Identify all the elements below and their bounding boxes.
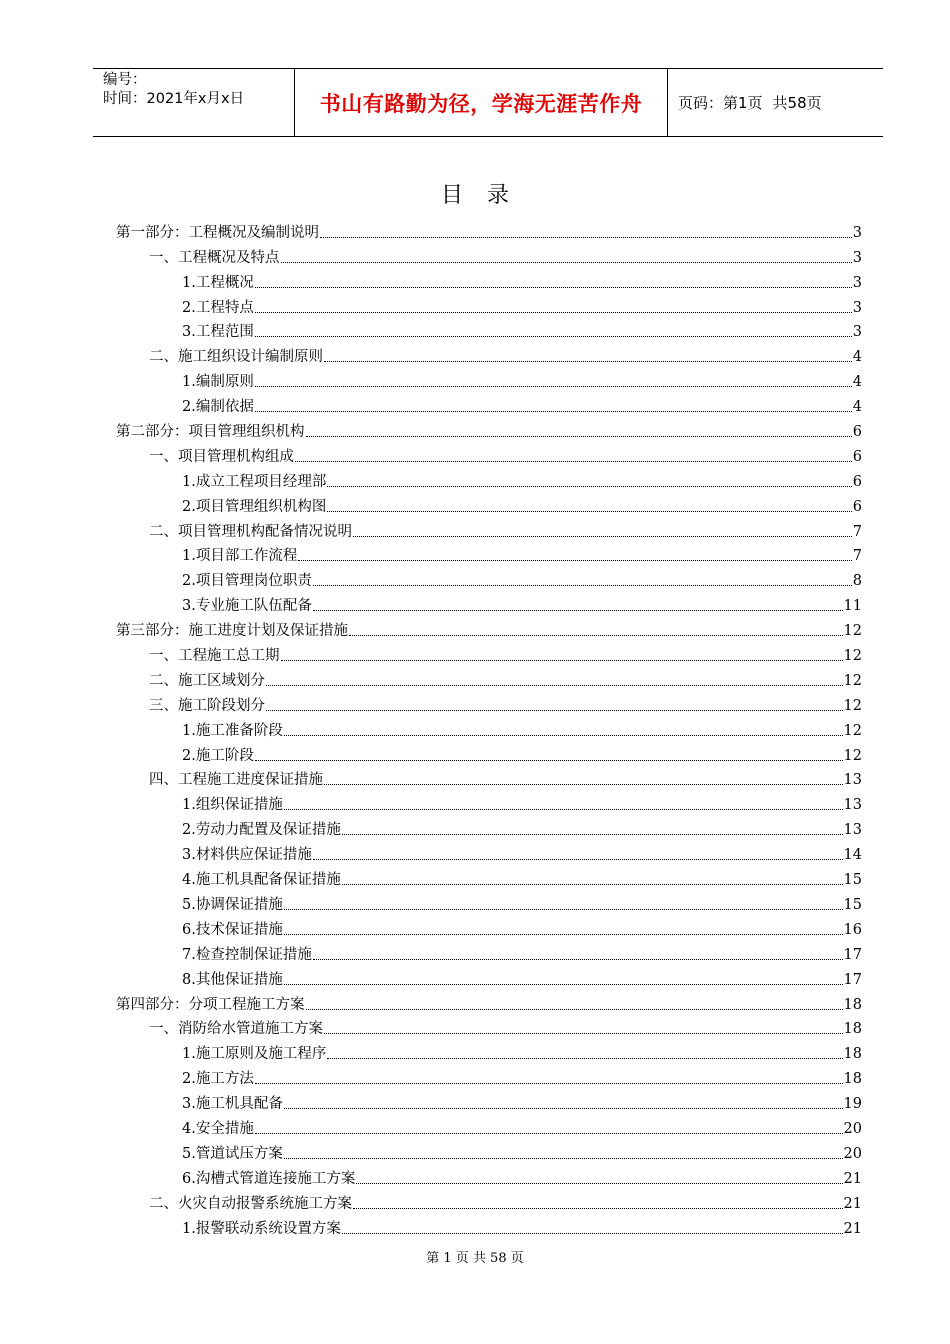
toc-page-number: 4 [852, 399, 862, 416]
toc-dot-leader [255, 1083, 843, 1084]
toc-page-number: 6 [852, 473, 862, 490]
toc-dot-leader [353, 1208, 843, 1209]
toc-entry[interactable] [116, 492, 862, 517]
toc-dot-leader [284, 809, 843, 810]
toc-page-number: 18 [843, 1021, 862, 1038]
toc-entry-title: 1.编制原则 [182, 374, 254, 391]
toc-entry-title: 1.报警联动系统设置方案 [182, 1220, 341, 1237]
toc-dot-leader [327, 1058, 842, 1059]
toc-dot-leader [306, 436, 852, 437]
toc-dot-leader [295, 461, 852, 462]
toc-entry[interactable] [116, 716, 862, 741]
toc-entry-title: 第一部分：工程概况及编制说明 [116, 224, 319, 241]
toc-entry[interactable] [116, 691, 862, 716]
toc-entry-title: 一、项目管理机构组成 [149, 448, 294, 465]
toc-page-number: 3 [852, 324, 862, 341]
toc-page-number: 6 [852, 498, 862, 515]
toc-entry[interactable] [116, 1015, 862, 1040]
toc-dot-leader [255, 336, 852, 337]
toc-page-number: 13 [843, 772, 862, 789]
toc-entry[interactable] [116, 342, 862, 367]
toc-entry-title: 2.施工方法 [182, 1071, 254, 1088]
toc-dot-leader [313, 610, 843, 611]
toc-page-number: 8 [852, 573, 862, 590]
toc-entry[interactable] [116, 1139, 862, 1164]
toc-entry[interactable] [116, 467, 862, 492]
toc-page-number: 13 [843, 822, 862, 839]
toc-page-number: 3 [852, 299, 862, 316]
toc-entry-title: 8.其他保证措施 [182, 971, 283, 988]
toc-page-number: 7 [852, 523, 862, 540]
toc-entry[interactable] [116, 1189, 862, 1214]
toc-entry[interactable] [116, 542, 862, 567]
toc-entry[interactable] [116, 591, 862, 616]
header-motto: 书山有路勤为径，学海无涯苦作舟 [295, 69, 668, 136]
toc-entry[interactable] [116, 865, 862, 890]
toc-entry[interactable] [116, 517, 862, 542]
header-meta-cell [93, 69, 295, 136]
toc-entry-title: 2.劳动力配置及保证措施 [182, 822, 341, 839]
toc-page-number: 12 [843, 648, 862, 665]
toc-dot-leader [284, 984, 843, 985]
toc-entry[interactable] [116, 940, 862, 965]
toc-entry-title: 3.工程范围 [182, 324, 254, 341]
toc-page-number: 12 [843, 697, 862, 714]
toc-dot-leader [320, 237, 852, 238]
toc-entry[interactable] [116, 741, 862, 766]
toc-page-number: 15 [843, 896, 862, 913]
toc-entry[interactable] [116, 915, 862, 940]
toc-entry-title: 二、火灾自动报警系统施工方案 [149, 1195, 352, 1212]
toc-page-number: 6 [852, 424, 862, 441]
toc-dot-leader [281, 660, 843, 661]
toc-dot-leader [342, 884, 843, 885]
header-page-label: 页码：第1页 [678, 94, 763, 112]
toc-page-number: 12 [843, 672, 862, 689]
toc-dot-leader [313, 959, 843, 960]
toc-entry-title: 第三部分：施工进度计划及保证措施 [116, 623, 348, 640]
toc-entry-title: 第二部分：项目管理组织机构 [116, 424, 305, 441]
toc-entry[interactable] [116, 566, 862, 591]
toc-page-number: 11 [843, 598, 862, 615]
toc-entry-title: 4.安全措施 [182, 1120, 254, 1137]
toc-dot-leader [313, 585, 852, 586]
toc-entry-title: 5.协调保证措施 [182, 896, 283, 913]
toc-dot-leader [306, 1009, 843, 1010]
toc-entry[interactable] [116, 840, 862, 865]
header-page-cell [668, 69, 883, 136]
toc-dot-leader [284, 735, 843, 736]
toc-page-number: 18 [843, 996, 862, 1013]
toc-entry-title: 2.工程特点 [182, 299, 254, 316]
toc-page-number: 21 [843, 1220, 862, 1237]
toc-entry[interactable] [116, 243, 862, 268]
toc-dot-leader [342, 834, 843, 835]
toc-entry-title: 四、工程施工进度保证措施 [149, 772, 323, 789]
toc-entry-title: 5.管道试压方案 [182, 1145, 283, 1162]
page-footer: 第 1 页 共 58 页 [426, 1251, 524, 1266]
toc-dot-leader [284, 1158, 843, 1159]
toc-entry-title: 3.施工机具配备 [182, 1096, 283, 1113]
toc-entry[interactable] [116, 641, 862, 666]
header-total-label: 共58页 [772, 94, 822, 112]
toc-entry-title: 二、施工组织设计编制原则 [149, 349, 323, 366]
toc-entry-title: 1.施工原则及施工程序 [182, 1046, 327, 1063]
toc-entry-title: 1.施工准备阶段 [182, 722, 283, 739]
toc-entry-title: 一、工程施工总工期 [149, 648, 280, 665]
toc-dot-leader [255, 312, 852, 313]
toc-page-number: 4 [852, 374, 862, 391]
toc-page-number: 19 [843, 1096, 862, 1113]
toc-dot-leader [342, 1233, 843, 1234]
toc-entry-title: 第四部分：分项工程施工方案 [116, 996, 305, 1013]
table-of-contents [116, 218, 862, 1239]
toc-entry[interactable] [116, 1039, 862, 1064]
toc-entry-title: 1.成立工程项目经理部 [182, 473, 327, 490]
toc-page-number: 6 [852, 448, 862, 465]
toc-entry-title: 2.编制依据 [182, 399, 254, 416]
toc-entry[interactable] [116, 790, 862, 815]
toc-page-number: 21 [843, 1195, 862, 1212]
toc-entry[interactable] [116, 442, 862, 467]
toc-entry[interactable] [116, 1214, 862, 1239]
toc-entry-title: 1.组织保证措施 [182, 797, 283, 814]
toc-entry-title: 3.材料供应保证措施 [182, 847, 312, 864]
toc-dot-leader [255, 287, 852, 288]
toc-page-number: 18 [843, 1046, 862, 1063]
toc-page-number: 3 [852, 249, 862, 266]
toc-entry-title: 1.工程概况 [182, 274, 254, 291]
toc-page-number: 17 [843, 971, 862, 988]
toc-dot-leader [298, 560, 851, 561]
toc-dot-leader [284, 909, 843, 910]
toc-entry-title: 2.施工阶段 [182, 747, 254, 764]
toc-entry[interactable] [116, 318, 862, 343]
toc-page-number: 12 [843, 623, 862, 640]
page-header [93, 68, 883, 137]
toc-page-number: 16 [843, 921, 862, 938]
toc-dot-leader [255, 411, 852, 412]
toc-page-number: 7 [852, 548, 862, 565]
toc-entry-title: 3.专业施工队伍配备 [182, 598, 312, 615]
toc-page-number: 4 [852, 349, 862, 366]
toc-entry-title: 2.项目管理岗位职责 [182, 573, 312, 590]
toc-entry[interactable] [116, 367, 862, 392]
toc-page-number: 20 [843, 1145, 862, 1162]
toc-page-number: 13 [843, 797, 862, 814]
toc-page-number: 21 [843, 1170, 862, 1187]
toc-dot-leader [327, 486, 851, 487]
toc-page-number: 3 [852, 274, 862, 291]
toc-dot-leader [284, 934, 843, 935]
toc-entry[interactable] [116, 268, 862, 293]
toc-entry-title: 2.项目管理组织机构图 [182, 498, 327, 515]
toc-entry[interactable] [116, 815, 862, 840]
toc-dot-leader [255, 760, 843, 761]
toc-entry-title: 7.检查控制保证措施 [182, 946, 312, 963]
toc-page-number: 12 [843, 722, 862, 739]
toc-entry[interactable] [116, 417, 862, 442]
toc-page-number: 12 [843, 747, 862, 764]
toc-entry-title: 二、施工区域划分 [149, 672, 265, 689]
toc-entry[interactable] [116, 990, 862, 1015]
toc-dot-leader [327, 511, 851, 512]
toc-dot-leader [255, 1133, 843, 1134]
toc-dot-leader [266, 685, 843, 686]
toc-entry-title: 6.技术保证措施 [182, 921, 283, 938]
toc-title: 目录 [440, 183, 533, 208]
toc-page-number: 14 [843, 847, 862, 864]
toc-dot-leader [281, 262, 852, 263]
toc-page-number: 18 [843, 1071, 862, 1088]
toc-entry[interactable] [116, 616, 862, 641]
toc-page-number: 17 [843, 946, 862, 963]
toc-entry-title: 一、工程概况及特点 [149, 249, 280, 266]
toc-entry-title: 6.沟槽式管道连接施工方案 [182, 1170, 356, 1187]
time-label: 时间：2021年x月x日 [103, 91, 245, 107]
toc-entry-title: 二、项目管理机构配备情况说明 [149, 523, 352, 540]
toc-page-number: 20 [843, 1120, 862, 1137]
toc-dot-leader [313, 859, 843, 860]
toc-entry[interactable] [116, 965, 862, 990]
toc-entry[interactable] [116, 293, 862, 318]
toc-dot-leader [266, 710, 843, 711]
toc-entry[interactable] [116, 666, 862, 691]
toc-page-number: 15 [843, 872, 862, 889]
toc-entry-title: 1.项目部工作流程 [182, 548, 298, 565]
toc-entry[interactable] [116, 1089, 862, 1114]
toc-entry[interactable] [116, 766, 862, 791]
toc-dot-leader [284, 1108, 843, 1109]
toc-dot-leader [349, 635, 843, 636]
toc-entry-title: 一、消防给水管道施工方案 [149, 1021, 323, 1038]
toc-entry[interactable] [116, 392, 862, 417]
toc-entry[interactable] [116, 1064, 862, 1089]
toc-page-number: 3 [852, 224, 862, 241]
toc-dot-leader [353, 536, 852, 537]
toc-entry[interactable] [116, 218, 862, 243]
toc-dot-leader [324, 1033, 843, 1034]
toc-entry[interactable] [116, 1164, 862, 1189]
serial-label: 编号： [103, 72, 147, 88]
toc-entry[interactable] [116, 1114, 862, 1139]
toc-entry-title: 4.施工机具配备保证措施 [182, 872, 341, 889]
toc-dot-leader [324, 361, 852, 362]
toc-entry[interactable] [116, 890, 862, 915]
toc-dot-leader [255, 386, 852, 387]
toc-dot-leader [324, 784, 843, 785]
toc-entry-title: 三、施工阶段划分 [149, 697, 265, 714]
toc-dot-leader [356, 1183, 842, 1184]
